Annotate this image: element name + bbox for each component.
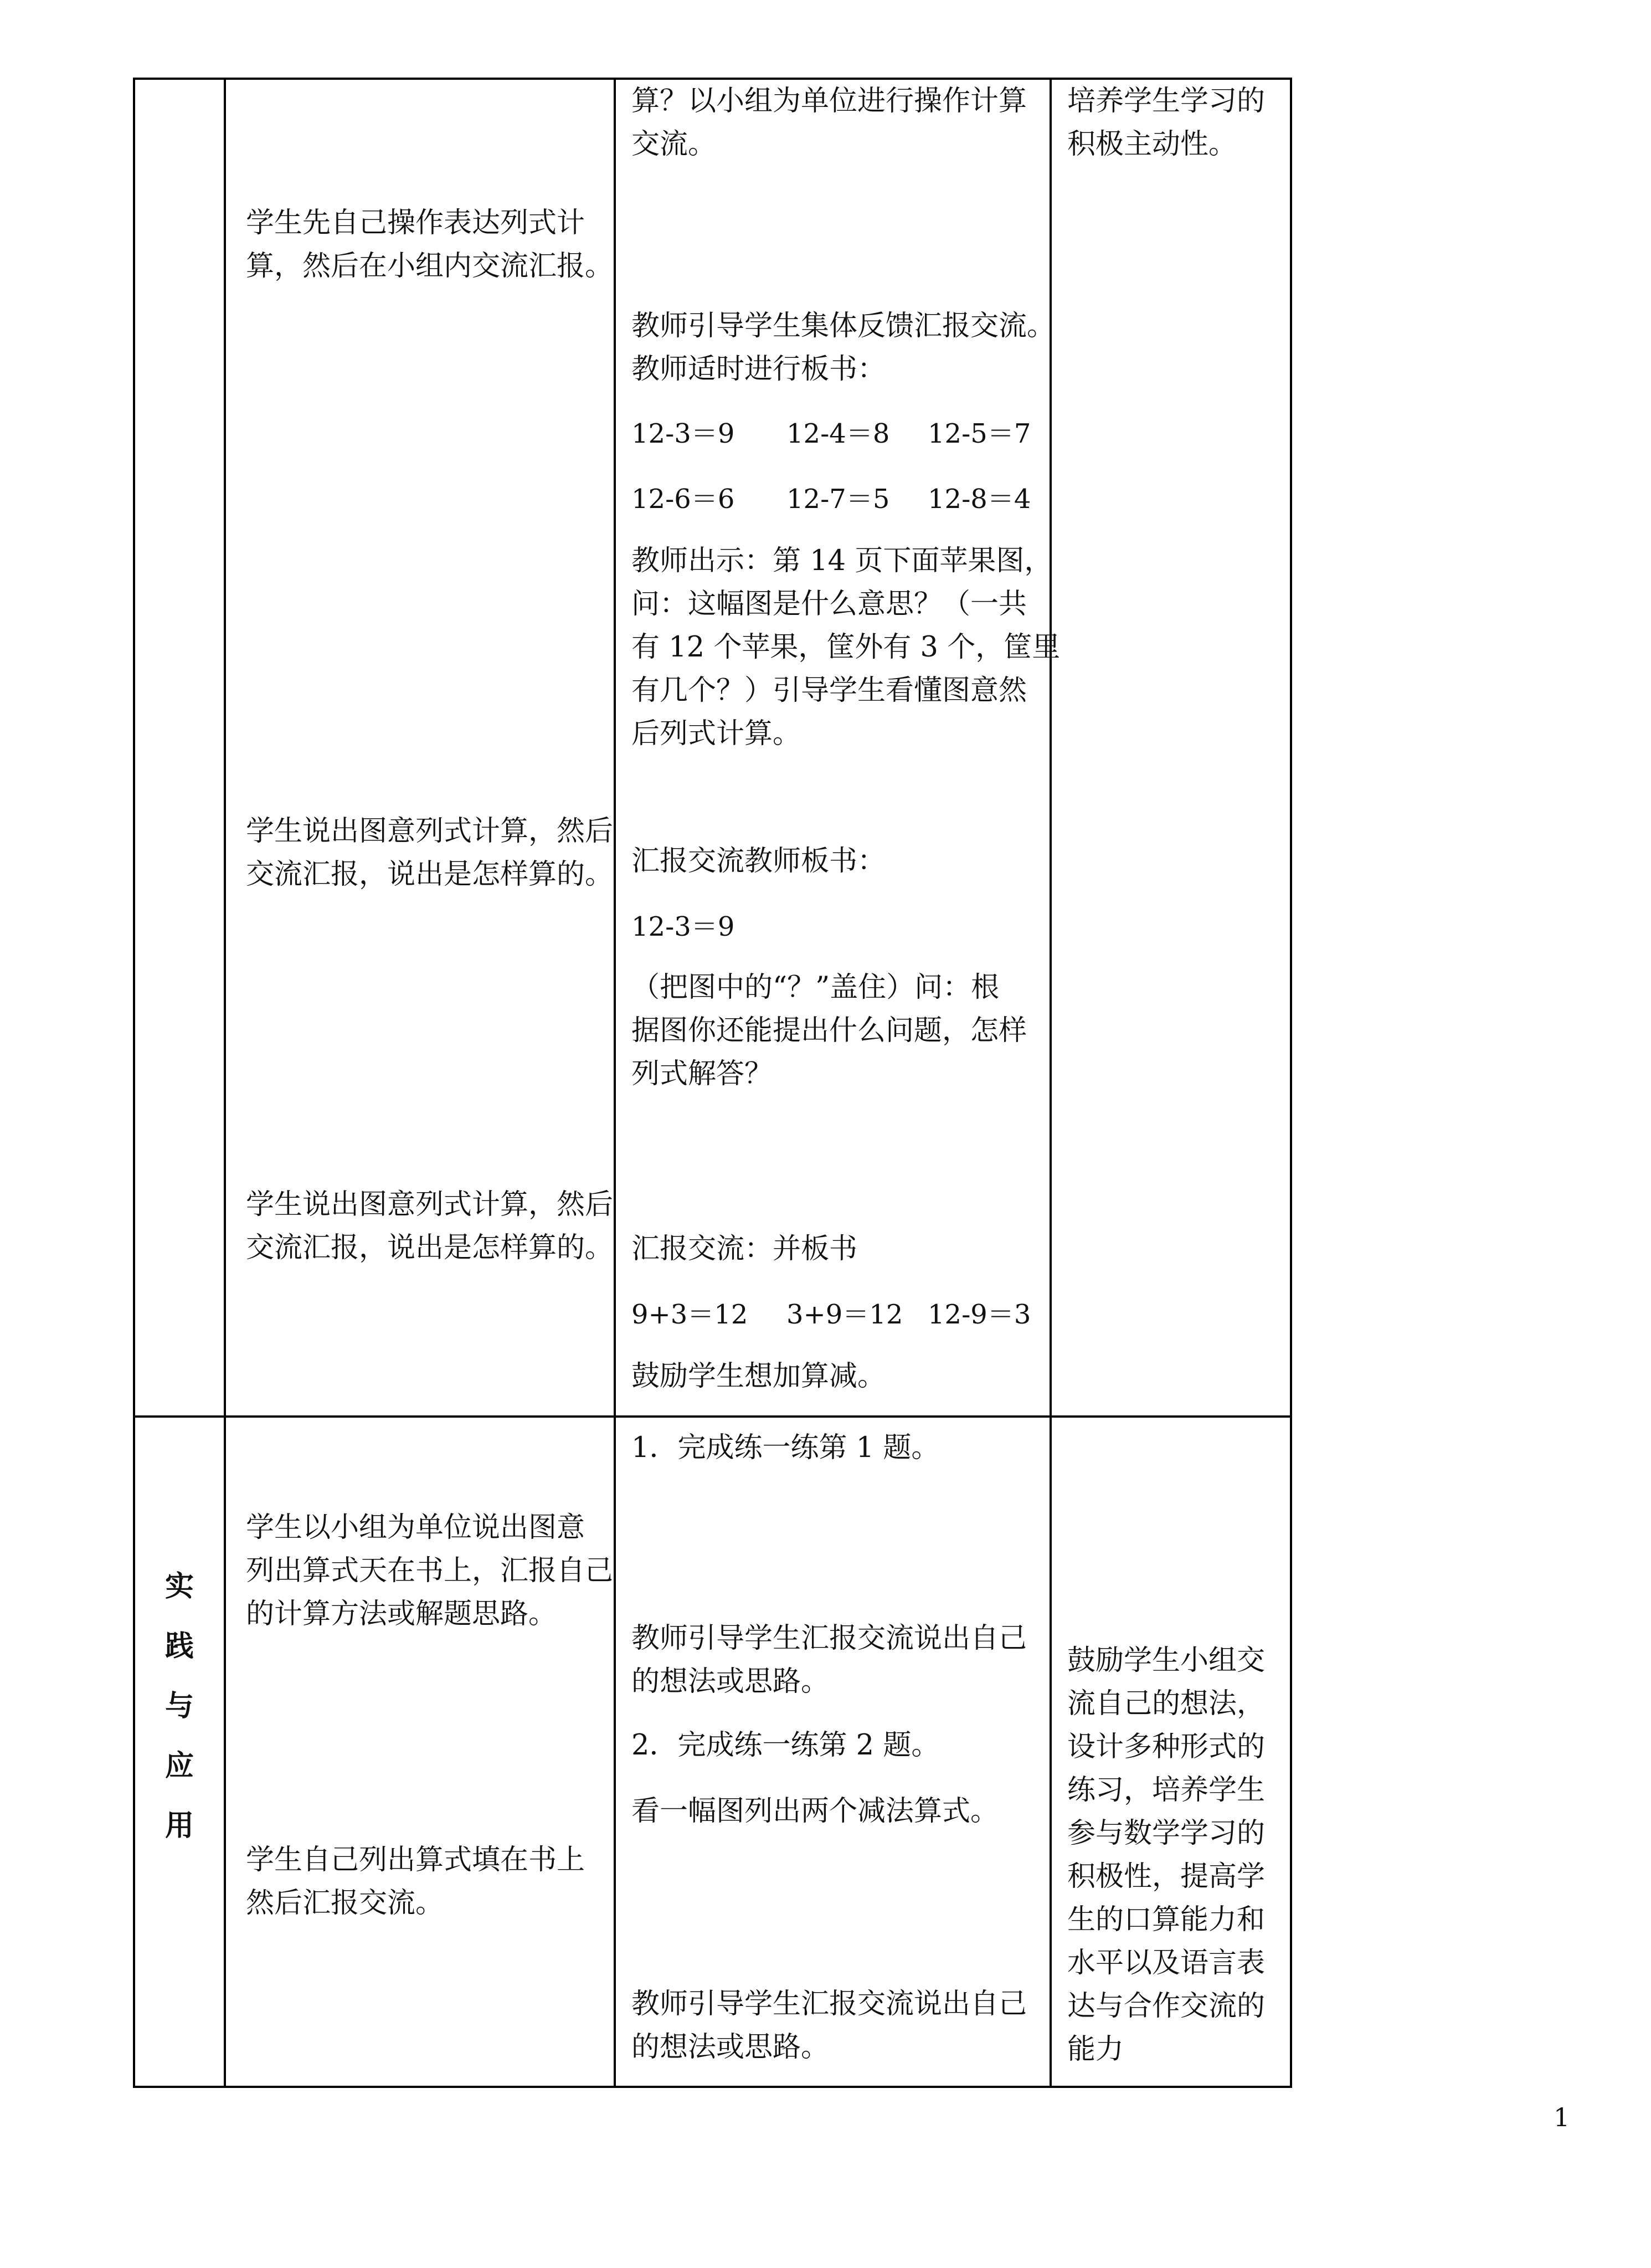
- student-activity-cell: [225, 1417, 615, 2087]
- text-line: 算，然后在小组内交流汇报。: [246, 250, 614, 283]
- text-line: 学生以小组为单位说出图意: [246, 1511, 585, 1544]
- text-line: 算？以小组为单位进行操作计算: [631, 85, 1027, 117]
- student-text: [246, 810, 613, 896]
- equation: 12-5＝7: [928, 418, 1031, 449]
- text-line: （把图中的“？”盖住）问：根: [631, 971, 1000, 1004]
- text-line: 积极性，提高学: [1067, 1860, 1266, 1893]
- text-line: 教师引导学生集体反馈汇报交流。: [631, 310, 1056, 342]
- teacher-activity-cell: [615, 1417, 1051, 2087]
- stage-char: 用: [164, 1809, 194, 1843]
- equation: 12-3＝9: [631, 911, 735, 942]
- teacher-text: 1．完成练一练第 1 题。: [631, 1431, 940, 1464]
- text-line: 然后汇报交流。: [246, 1887, 444, 1920]
- text-line: 交流汇报，说出是怎样算的。: [246, 858, 614, 891]
- teacher-text: [631, 540, 1060, 756]
- lesson-plan-table: [133, 78, 1292, 2088]
- text-line: 水平以及语言表: [1067, 1947, 1266, 1979]
- teacher-text: [631, 1983, 1027, 2069]
- equation: 12-4＝8: [786, 418, 890, 449]
- equation: 3+9＝12: [786, 1299, 903, 1330]
- teacher-text: 2．完成练一练第 2 题。: [631, 1729, 940, 1762]
- text-line: 生的口算能力和: [1067, 1903, 1266, 1936]
- text-line: 交流。: [631, 128, 717, 161]
- equation: 12-3＝9: [631, 418, 735, 449]
- text-line: 有几个？）引导学生看懂图意然: [631, 674, 1027, 707]
- stage-cell: [134, 79, 225, 1417]
- teacher-text: 汇报交流：并板书: [631, 1233, 858, 1265]
- equation: 12-9＝3: [928, 1299, 1031, 1330]
- teacher-text: [631, 305, 1055, 391]
- teacher-text: 看一幅图列出两个减法算式。: [631, 1795, 999, 1828]
- stage-cell: [134, 1417, 225, 2087]
- teacher-text: 鼓励学生想加算减。: [631, 1360, 886, 1393]
- text-line: 参与数学学习的: [1067, 1817, 1266, 1850]
- teacher-text: [631, 1617, 1027, 1703]
- student-text: [246, 202, 613, 288]
- teacher-text: 汇报交流教师板书：: [631, 845, 886, 878]
- equation-row: [631, 478, 1031, 521]
- text-line: 教师出示：第 14 页下面苹果图，: [631, 545, 1053, 577]
- text-line: 学生说出图意列式计算，然后: [246, 815, 614, 848]
- teacher-text: [631, 80, 1027, 166]
- text-line: 设计多种形式的: [1067, 1731, 1266, 1763]
- design-intent-cell: [1051, 79, 1291, 1417]
- equation: 12-8＝4: [928, 484, 1031, 515]
- text-line: 问：这幅图是什么意思？（一共: [631, 588, 1027, 620]
- equation-row: [631, 412, 1031, 455]
- equation-row: [631, 1293, 1031, 1336]
- equation: 9+3＝12: [631, 1299, 748, 1330]
- text-line: 学生说出图意列式计算，然后: [246, 1188, 614, 1221]
- text-line: 交流汇报，说出是怎样算的。: [246, 1232, 614, 1264]
- text-line: 据图你还能提出什么问题，怎样: [631, 1014, 1027, 1047]
- text-line: 达与合作交流的: [1067, 1990, 1266, 2023]
- table-row: [134, 79, 1291, 1417]
- student-text: [246, 1506, 613, 1636]
- student-text: [246, 1183, 613, 1270]
- text-line: 能力: [1067, 2033, 1124, 2066]
- text-line: 有 12 个苹果，筐外有 3 个，筐里: [631, 631, 1061, 664]
- stage-char: 应: [164, 1749, 194, 1783]
- text-line: 学生自己列出算式填在书上: [246, 1844, 585, 1876]
- stage-label: [135, 1564, 224, 1864]
- text-line: 后列式计算。: [631, 717, 801, 750]
- equation: 12-6＝6: [631, 484, 735, 515]
- text-line: 的想法或思路。: [631, 1665, 830, 1698]
- design-intent-cell: [1051, 1417, 1291, 2087]
- table-row: [134, 1417, 1291, 2087]
- text-line: 流自己的想法，: [1067, 1687, 1266, 1720]
- text-line: 教师引导学生汇报交流说出自己: [631, 1622, 1027, 1655]
- stage-char: 实: [164, 1569, 194, 1603]
- text-line: 的想法或思路。: [631, 2031, 830, 2064]
- teacher-text: [631, 966, 1027, 1096]
- stage-char: 践: [164, 1629, 194, 1663]
- text-line: 教师引导学生汇报交流说出自己: [631, 1988, 1027, 2020]
- student-text: [246, 1839, 585, 1925]
- stage-char: 与: [164, 1689, 194, 1723]
- design-text: [1067, 80, 1265, 166]
- text-line: 练习，培养学生: [1067, 1774, 1266, 1807]
- page-number: 1: [1554, 2102, 1570, 2132]
- text-line: 教师适时进行板书：: [631, 353, 886, 386]
- design-text: [1067, 1639, 1265, 2071]
- student-activity-cell: [225, 79, 615, 1417]
- text-line: 列出算式天在书上，汇报自己: [246, 1554, 614, 1587]
- teacher-activity-cell: [615, 79, 1061, 1417]
- text-line: 鼓励学生小组交: [1067, 1644, 1266, 1677]
- equation: 12-7＝5: [786, 484, 890, 515]
- text-line: 学生先自己操作表达列式计: [246, 207, 585, 239]
- text-line: 培养学生学习的: [1067, 85, 1266, 117]
- text-line: 列式解答？: [631, 1058, 773, 1090]
- text-line: 积极主动性。: [1067, 128, 1237, 161]
- text-line: 的计算方法或解题思路。: [246, 1598, 557, 1630]
